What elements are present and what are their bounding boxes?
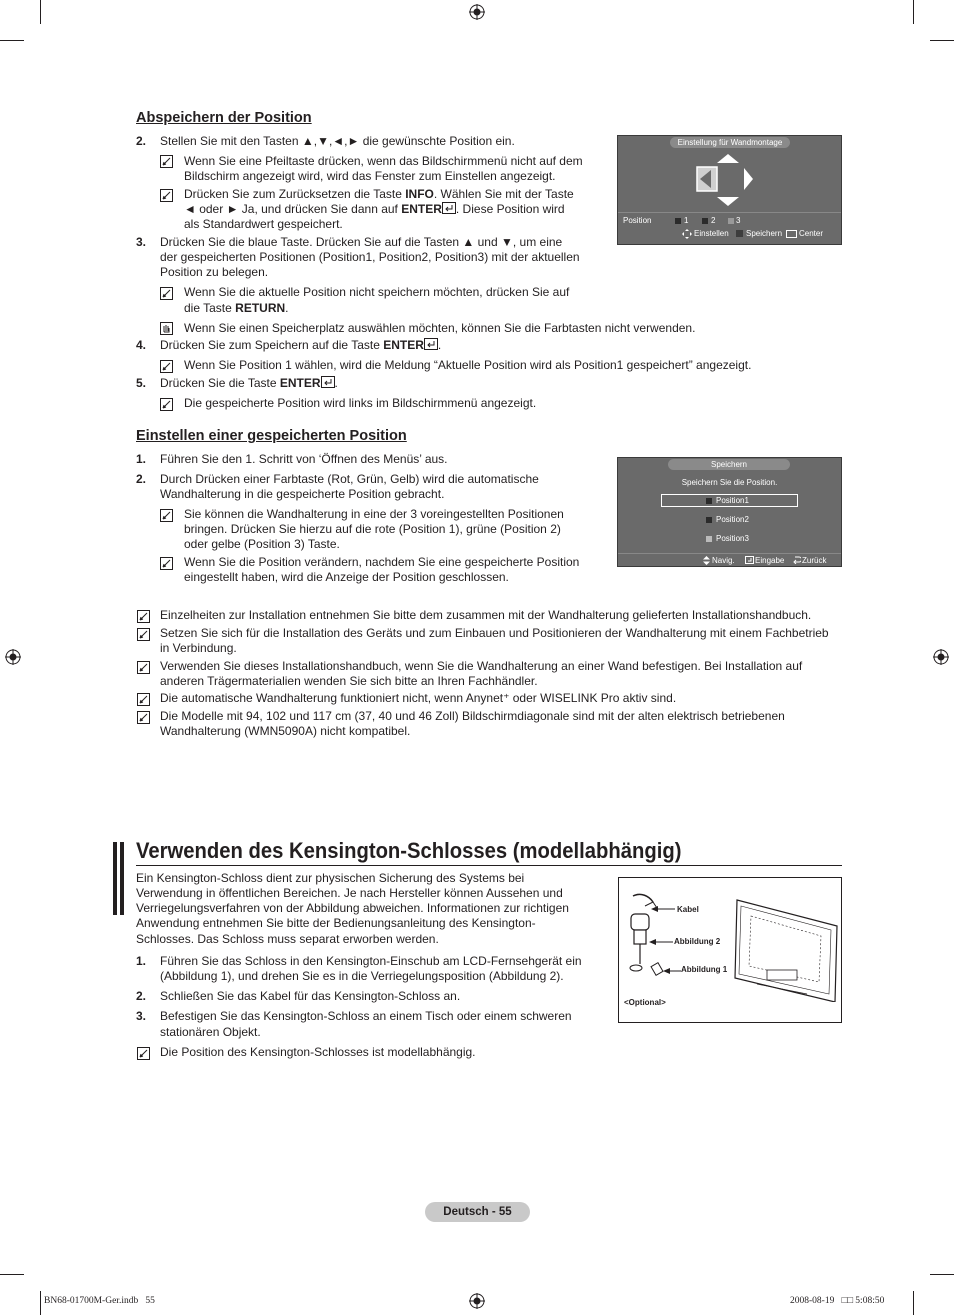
page-number: Deutsch - 55	[443, 1206, 512, 1218]
note-icon	[160, 287, 172, 299]
step-number: 3.	[136, 1009, 147, 1023]
enter-icon	[424, 338, 438, 350]
step-number: 4.	[136, 338, 147, 352]
registration-mark-icon	[469, 4, 485, 20]
note-text: eingestellt haben, wird die Anzeige der Position geschlossen.	[184, 570, 509, 584]
osd-hint-back: Zurück	[802, 556, 827, 565]
note-icon	[137, 610, 149, 622]
enter-icon	[442, 202, 456, 214]
note-text	[184, 301, 289, 316]
note-text: Wenn Sie die aktuelle Position nicht speichern möchten, drücken Sie auf	[184, 285, 570, 299]
step-text: Befestigen Sie das Kensington-Schloss an einem Tisch oder einem schweren	[160, 1009, 572, 1023]
move-icon	[682, 229, 692, 239]
note-icon	[160, 509, 172, 521]
step-text: Stellen Sie mit den Tasten ▲,▼,◄,► die gewünschte Position ein.	[160, 134, 515, 148]
key-enter: ENTER	[383, 338, 424, 352]
osd-separator	[618, 212, 841, 213]
label-figure-2: Abbildung 2	[674, 937, 721, 946]
step-text: Schließen Sie das Kabel für das Kensington-Schloss an.	[160, 989, 461, 1003]
key-info: INFO	[405, 187, 434, 201]
osd-title: Einstellung für Wandmontage	[670, 137, 790, 148]
step-text: Wandhalterung in die gespeicherte Position gebracht.	[160, 487, 445, 501]
osd-hint-enter: Eingabe	[755, 556, 785, 565]
step-text: der gespeicherten Positionen (Position1, Position2, Position3) mit der aktuellen	[160, 250, 580, 264]
step-text	[160, 338, 441, 353]
step-number: 1.	[136, 452, 147, 466]
text: . Wählen Sie mit der Taste	[433, 187, 574, 201]
section-heading-load-position: Einstellen einer gespeicherten Position	[136, 428, 407, 444]
pointer-arrow-icon	[651, 905, 675, 913]
note-icon	[160, 189, 172, 201]
osd-save-position-menu	[617, 457, 842, 567]
note-text: Wandhalterung (WMN5090A) nicht kompatibel.	[160, 724, 411, 738]
registration-mark-icon	[5, 649, 21, 665]
intro-text: Anwendung entnehmen Sie bitte der Bedienungsanleitung des Kensington-	[136, 916, 536, 930]
note-text	[184, 187, 574, 202]
text: .	[285, 301, 289, 315]
updown-icon	[703, 556, 710, 565]
osd-position-label: Position	[623, 216, 652, 225]
date-info: 2008-08-19 □□ 5:08:50	[790, 1296, 885, 1306]
note-text: Wenn Sie Position 1 wählen, wird die Meldung “Aktuelle Position wird als Position1 gespeichert” angezeigt.	[184, 358, 752, 372]
note-text: Sie können die Wandhalterung in eine der 3 voreingestellten Positionen	[184, 507, 564, 521]
note-text: als Standardwert gespeichert.	[184, 217, 343, 231]
text: Drücken Sie die Taste	[160, 376, 280, 390]
registration-mark-icon	[469, 1293, 485, 1309]
note-text: Setzen Sie sich für die Installation des Geräts und zum Einbauen und Positionieren der Wandhalterung mit einem Fachbetrieb	[160, 626, 829, 640]
bullet-icon	[706, 498, 712, 504]
step-text: (Abbildung 1), und drehen Sie es in die Verriegelungsposition (Abbildung 2).	[160, 969, 564, 983]
note-icon	[137, 661, 149, 673]
crop-mark	[930, 40, 954, 41]
text: die Taste	[184, 301, 236, 315]
step-number: 1.	[136, 954, 147, 968]
label-figure-1: Abbildung 1	[681, 965, 728, 974]
step-number: 2.	[136, 134, 147, 148]
note-text: Bildschirm angezeigt wird, wird das Fenster zum Einstellen angezeigt.	[184, 169, 556, 183]
osd-wall-mount-adjust	[617, 135, 842, 245]
color-key-green-icon	[702, 218, 708, 224]
note-text	[184, 202, 565, 217]
color-key-yellow-icon	[728, 218, 734, 224]
direction-arrows-icon	[693, 154, 763, 208]
intro-text: Verwendung in öffentlichen Bereichen. Je nach Hersteller können Aussehen und	[136, 886, 563, 900]
section-bar-decoration	[113, 842, 117, 915]
key-enter: ENTER	[279, 376, 321, 390]
text: Drücken Sie zum Speichern auf die Taste	[160, 338, 384, 352]
crop-mark	[0, 1274, 24, 1275]
step-text: Führen Sie den 1. Schritt von ‘Öffnen des Menüs’ aus.	[160, 452, 448, 466]
note-text: Einzelheiten zur Installation entnehmen Sie bitte dem zusammen mit der Wandhalterung gelieferten Installationshandbuch.	[160, 608, 812, 622]
intro-text: Ein Kensington-Schloss dient zur physischen Sicherung des Systems bei	[136, 871, 525, 885]
step-number: 2.	[136, 989, 147, 1003]
osd-hint-save: Speichern	[746, 229, 783, 238]
hand-note-icon	[160, 322, 172, 334]
crop-mark	[913, 1291, 914, 1315]
osd-menu-item[interactable]: Position1	[716, 496, 749, 505]
section-title-kensington: Verwenden des Kensington-Schlosses (modellabhängig)	[136, 838, 682, 863]
note-icon	[160, 360, 172, 372]
enter-icon	[321, 376, 335, 388]
note-text: Verwenden Sie dieses Installationshandbuch, wenn Sie die Wandhalterung an einer Wand befestigen. Bei Installation auf	[160, 659, 803, 673]
osd-position-1: 1	[684, 216, 689, 225]
note-icon	[160, 398, 172, 410]
note-text: Wenn Sie einen Speicherplatz auswählen möchten, können Sie die Farbtasten nicht verwenden.	[184, 321, 696, 335]
note-text: oder gelbe (Position 3) Taste.	[184, 537, 340, 551]
crop-mark	[913, 0, 914, 24]
pointer-arrow-icon	[649, 938, 673, 946]
intro-text: Verriegelungsverfahren von der Abbildung abweichen. Informationen zur richtigen	[136, 901, 569, 915]
return-icon	[793, 556, 801, 564]
intro-text: Schlosses. Das Schloss muss separat erworben werden.	[136, 932, 439, 946]
center-key-icon	[786, 230, 797, 238]
section-heading-save-position: Abspeichern der Position	[136, 110, 312, 126]
note-icon	[160, 557, 172, 569]
note-text: Wenn Sie die Position verändern, nachdem Sie eine gespeicherte Position	[184, 555, 580, 569]
step-text: Führen Sie das Schloss in den Kensington-Einschub am LCD-Fernsehgerät ein	[160, 954, 582, 968]
note-icon	[137, 711, 149, 723]
enter-icon	[745, 556, 754, 564]
step-number: 2.	[136, 472, 147, 486]
text: .	[334, 376, 338, 390]
bullet-icon	[706, 536, 712, 542]
note-text: bringen. Drücken Sie hierzu auf die rote (Position 1), grüne (Position 2)	[184, 522, 561, 536]
crop-mark	[40, 1291, 41, 1315]
crop-mark	[930, 1274, 954, 1275]
step-text: Position zu belegen.	[160, 265, 269, 279]
step-text: stationären Objekt.	[160, 1025, 261, 1039]
section-bar-decoration	[120, 842, 124, 915]
key-return: RETURN	[235, 301, 286, 315]
osd-position-2: 2	[711, 216, 716, 225]
osd-hint-adjust: Einstellen	[694, 229, 729, 238]
note-icon	[137, 628, 149, 640]
text: .	[437, 338, 442, 352]
osd-menu-item[interactable]: Position3	[716, 534, 749, 543]
file-info: BN68-01700M-Ger.indb 55	[44, 1296, 155, 1306]
bullet-icon	[706, 517, 712, 523]
osd-hint-nav: Navig.	[712, 556, 735, 565]
label-optional: <Optional>	[624, 998, 666, 1007]
pointer-arrow-icon	[663, 967, 681, 975]
osd-menu-item[interactable]: Position2	[716, 515, 749, 524]
label-cable: Kabel	[677, 905, 699, 914]
step-text: Drücken Sie die blaue Taste. Drücken Sie auf die Tasten ▲ und ▼, um eine	[160, 235, 563, 249]
registration-mark-icon	[933, 649, 949, 665]
note-text: Die gespeicherte Position wird links im Bildschirmmenü angezeigt.	[184, 396, 537, 410]
color-key-blue-icon	[736, 230, 743, 237]
kensington-figure	[618, 877, 842, 1023]
osd-prompt: Speichern Sie die Position.	[681, 478, 778, 487]
color-key-red-icon	[675, 218, 681, 224]
tv-back-illustration	[727, 898, 839, 1002]
crop-mark	[40, 0, 41, 24]
key-enter: ENTER	[401, 202, 442, 216]
note-text: Wenn Sie eine Pfeiltaste drücken, wenn das Bildschirmmenü nicht auf dem	[184, 154, 583, 168]
osd-title: Speichern	[668, 459, 790, 470]
note-text: in Verbindung.	[160, 641, 237, 655]
step-text: Durch Drücken einer Farbtaste (Rot, Grün, Gelb) wird die automatische	[160, 472, 539, 486]
step-number: 5.	[136, 376, 147, 390]
note-text: anderen Trägermaterialien wenden Sie sich bitte an Ihren Fachhändler.	[160, 674, 538, 688]
osd-hint-center: Center	[799, 229, 824, 238]
note-text: Die automatische Wandhalterung funktioniert nicht, wenn Anynet⁺ oder WISELINK Pro aktiv sind.	[160, 691, 677, 705]
text: Drücken Sie zum Zurücksetzen die Taste	[184, 187, 406, 201]
crop-mark	[0, 40, 24, 41]
note-icon	[137, 693, 149, 705]
text: ◄ oder ► Ja, und drücken Sie dann auf	[184, 202, 402, 216]
note-text: Die Modelle mit 94, 102 und 117 cm (37, 40 und 46 Zoll) Bildschirmdiagonale sind mit der alten elektrisch betriebenen	[160, 709, 785, 723]
note-text: Die Position des Kensington-Schlosses ist modellabhängig.	[160, 1045, 476, 1059]
title-underline	[136, 865, 842, 866]
text: . Diese Position wird	[455, 202, 565, 216]
step-number: 3.	[136, 235, 147, 249]
osd-position-3: 3	[736, 216, 741, 225]
step-text	[160, 376, 338, 391]
note-icon	[137, 1047, 149, 1059]
osd-separator	[618, 553, 841, 554]
note-icon	[160, 155, 172, 167]
